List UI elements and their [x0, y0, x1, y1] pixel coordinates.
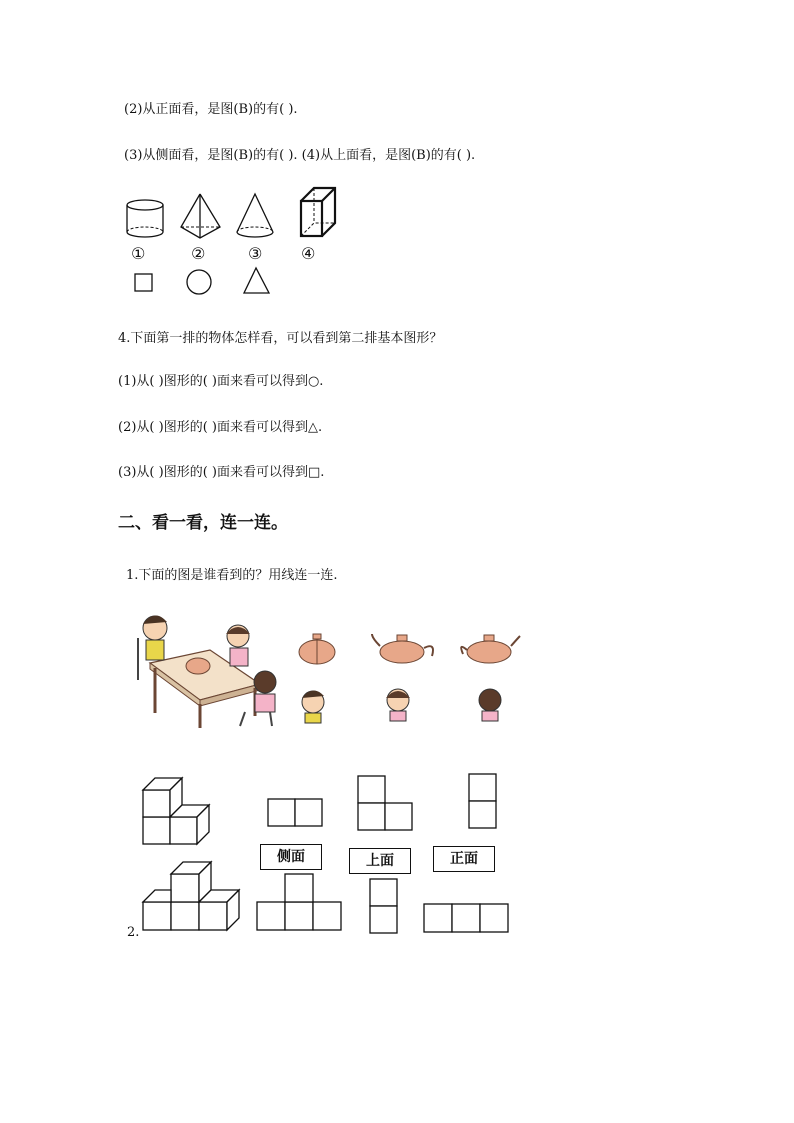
solid-shapes-figure [0, 182, 794, 302]
front-view-label: 正面 [433, 846, 495, 872]
pyramid-shape [181, 194, 220, 238]
view-l-shape [358, 776, 412, 830]
triangle-view-shape [244, 268, 269, 293]
cuboid-shape [301, 188, 335, 236]
question-4-part-1: (1)从( )图形的( )面来看可以得到○. [118, 374, 324, 389]
question-4-title: 4.下面第一排的物体怎样看，可以看到第二排基本图形？ [118, 331, 443, 346]
shape-number-3: ③ [248, 244, 263, 263]
side-view-label: 侧面 [260, 844, 322, 870]
teapot-side-view-left [372, 634, 433, 663]
section-2-question-1: 1.下面的图是谁看到的？用线连一连. [126, 568, 338, 583]
question-4-part-3: (3)从( )图形的( )面来看可以得到□. [118, 465, 325, 480]
shape-number-2: ② [191, 244, 206, 263]
question-3-4-text: (3)从侧面看，是图(B)的有( ). (4)从上面看，是图(B)的有( ). [124, 148, 476, 163]
girl-back-portrait [479, 689, 501, 721]
square-view-shape [135, 274, 152, 291]
cylinder-shape [127, 200, 163, 237]
top-view-label: 上面 [349, 848, 411, 874]
question-2-text: (2)从正面看，是图(B)的有( ). [124, 102, 298, 117]
boy-portrait [302, 690, 324, 723]
view-three-squares-horizontal [424, 904, 508, 932]
l-shaped-cube-solid [143, 778, 209, 844]
view-two-squares-horizontal [268, 799, 322, 826]
view-two-squares-vertical [469, 774, 496, 828]
t-shaped-cube-solid [143, 862, 239, 930]
teapot-top-view [299, 634, 335, 664]
shape-number-1: ① [131, 244, 146, 263]
teapot-side-view-right [461, 635, 520, 663]
girl-portrait [386, 689, 410, 721]
shape-number-4: ④ [301, 244, 316, 263]
circle-view-shape [187, 270, 211, 294]
section-2-question-2-number: 2. [127, 925, 140, 940]
cone-shape [237, 194, 273, 237]
teapot-matching-figure [0, 608, 794, 748]
view-t-shape [257, 874, 341, 930]
girl-character [226, 625, 250, 666]
view-two-squares-vertical-lower [370, 879, 397, 933]
section-2-heading: 二、看一看，连一连。 [118, 513, 288, 533]
question-4-part-2: (2)从( )图形的( )面来看可以得到△. [118, 420, 323, 435]
